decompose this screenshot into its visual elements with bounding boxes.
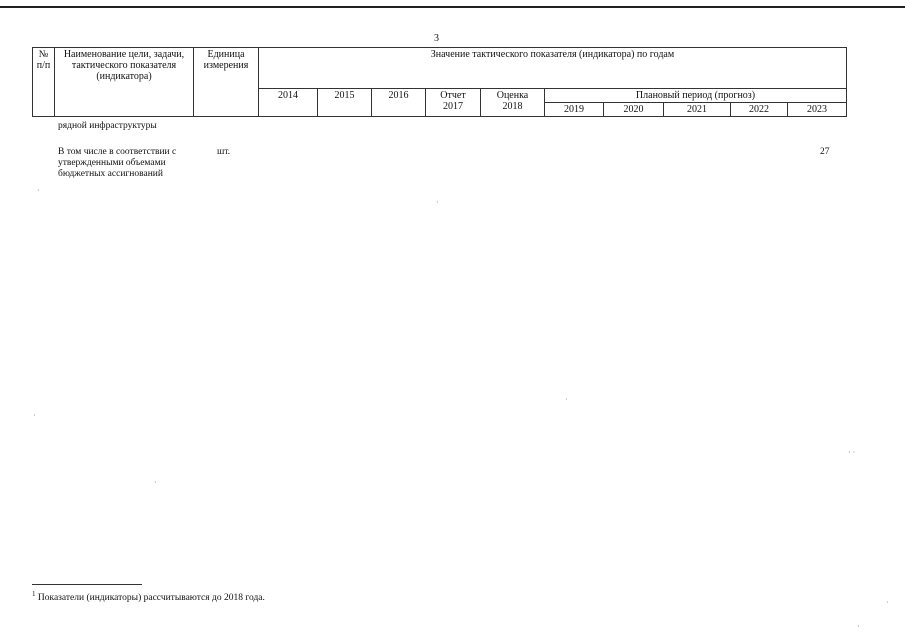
year-cell: 2014	[259, 89, 318, 117]
header-col-unit: Единица измерения	[194, 48, 259, 117]
footnote	[32, 590, 265, 603]
scan-speck: ·	[565, 395, 568, 404]
row-continuation-text: рядной инфраструктуры	[58, 121, 157, 131]
planned-year-cell: 2020	[604, 103, 664, 117]
scan-speck: ·	[154, 478, 157, 487]
footnote-separator	[32, 584, 142, 585]
scan-speck: ·	[857, 622, 860, 631]
year-cell: 2016	[372, 89, 426, 117]
scan-speck: ·	[886, 598, 889, 607]
planned-year-cell: 2019	[545, 103, 604, 117]
top-border-line	[0, 6, 905, 8]
header-col-name: Наименование цели, задачи, тактического показателя (индикатора)	[55, 48, 194, 117]
year-cell-report: Отчет 2017	[426, 89, 481, 117]
scan-speck: ·	[37, 186, 40, 195]
scan-speck: ·	[33, 411, 36, 420]
scan-speck: ·	[436, 198, 439, 207]
year-cell: 2015	[318, 89, 372, 117]
header-col-number: № п/п	[33, 48, 55, 117]
planned-period-header: Плановый период (прогноз)	[545, 89, 847, 103]
row-item-unit: шт.	[217, 147, 231, 157]
page-number: 3	[434, 33, 439, 44]
row-item-value: 27	[820, 147, 830, 157]
planned-year-cell: 2021	[664, 103, 731, 117]
header-col-values: Значение тактического показателя (индикатора) по годам	[259, 48, 847, 89]
scan-speck: · ·	[848, 448, 856, 457]
planned-year-cell: 2023	[788, 103, 847, 117]
footnote-text: Показатели (индикаторы) рассчитываются до 2018 года.	[37, 593, 265, 604]
year-cell-estimate: Оценка 2018	[481, 89, 545, 117]
indicator-table-header	[32, 47, 847, 117]
planned-year-cell: 2022	[731, 103, 788, 117]
row-item-name: В том числе в соответствии с утвержденными объемами бюджетных ассигнований	[58, 147, 177, 179]
footnote-marker: 1	[32, 590, 36, 598]
